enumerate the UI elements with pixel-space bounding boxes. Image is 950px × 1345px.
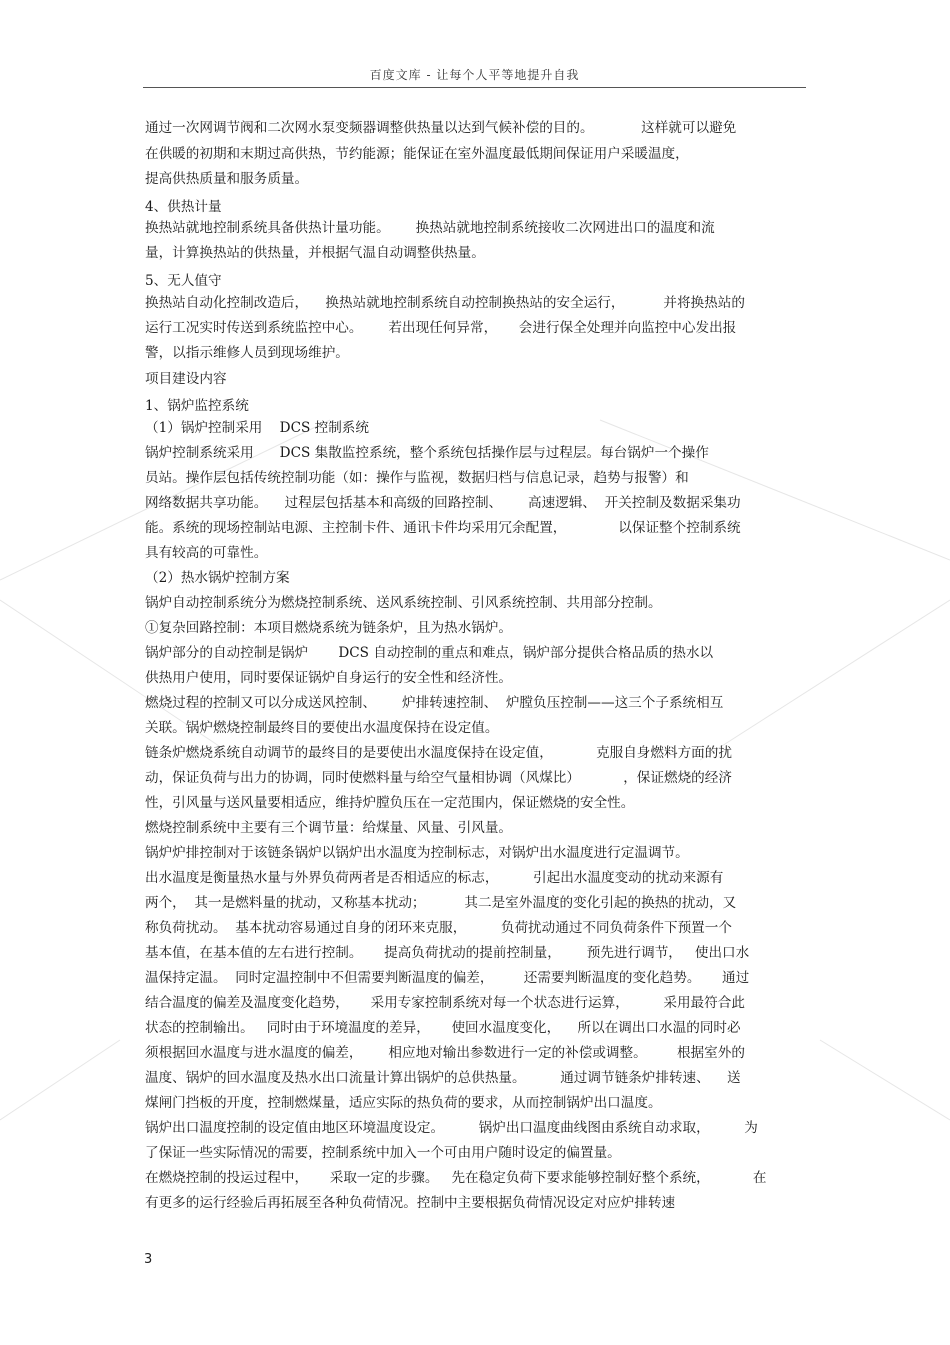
text-line: 有更多的运行经验后再拓展至各种负荷情况。控制中主要根据负荷情况设定对应炉排转速	[145, 1195, 676, 1211]
text-line: 锅炉炉排控制对于该链条锅炉以锅炉出水温度为控制标志，对锅炉出水温度进行定温调节。	[145, 845, 689, 861]
text-line: 能。系统的现场控制站电源、主控制卡件、通讯卡件均采用冗余配置， 以保证整个控制系统	[145, 520, 741, 536]
text-line: 在供暖的初期和末期过高供热，节约能源；能保证在室外温度最低期间保证用户采暖温度，	[145, 146, 689, 162]
text-line: 网络数据共享功能。 过程层包括基本和高级的回路控制、 高速逻辑、 开关控制及数据采集功	[145, 495, 741, 511]
text-line: 温保持定温。 同时定温控制中不但需要判断温度的偏差， 还需要判断温度的变化趋势。 通过	[145, 970, 750, 986]
text-line: 通过一次网调节阀和二次网水泵变频器调整供热量以达到气候补偿的目的。 这样就可以避免	[145, 120, 737, 136]
text-line: 警，以指示维修人员到现场维护。	[145, 345, 349, 361]
text-line: 锅炉部分的自动控制是锅炉 DCS 自动控制的重点和难点，锅炉部分提供合格品质的热水以	[145, 645, 714, 661]
text-line: 1、锅炉监控系统	[145, 398, 249, 414]
text-line: 链条炉燃烧系统自动调节的最终目的是要使出水温度保持在设定值， 克服自身燃料方面的扰	[145, 745, 732, 761]
text-line: 员站。操作层包括传统控制功能（如：操作与监视，数据归档与信息记录，趋势与报警）和	[145, 470, 689, 486]
page-header: 百度文库 - 让每个人平等地提升自我	[369, 68, 580, 82]
text-line: 温度、锅炉的回水温度及热水出口流量计算出锅炉的总供热量。 通过调节链条炉排转速、 送	[145, 1070, 741, 1086]
text-line: 基本值，在基本值的左右进行控制。 提高负荷扰动的提前控制量， 预先进行调节， 使出口水	[145, 945, 750, 961]
text-line: 结合温度的偏差及温度变化趋势， 采用专家控制系统对每一个状态进行运算， 采用最符合此	[145, 995, 745, 1011]
text-line: 供热用户使用，同时要保证锅炉自身运行的安全性和经济性。	[145, 670, 513, 686]
text-line: （2）热水锅炉控制方案	[145, 570, 290, 586]
text-line: 换热站就地控制系统具备供热计量功能。 换热站就地控制系统接收二次网进出口的温度和流	[145, 220, 715, 236]
text-line: 称负荷扰动。 基本扰动容易通过自身的闭环来克服， 负荷扰动通过不同负荷条件下预置一个	[145, 920, 732, 936]
text-line: 出水温度是衡量热水量与外界负荷两者是否相适应的标志， 引起出水温度变动的扰动来源有	[145, 870, 724, 886]
text-line: 须根据回水温度与进水温度的偏差， 相应地对输出参数进行一定的补偿或调整。 根据室外的	[145, 1045, 745, 1061]
text-line: （1）锅炉控制采用 DCS 控制系统	[145, 420, 369, 436]
text-line: 关联。锅炉燃烧控制最终目的要使出水温度保持在设定值。	[145, 720, 499, 736]
page-number: 3	[144, 1252, 153, 1267]
text-line: 燃烧过程的控制又可以分成送风控制、 炉排转速控制、 炉膛负压控制——这三个子系统相互	[145, 695, 724, 711]
text-line: 锅炉出口温度控制的设定值由地区环境温度设定。 锅炉出口温度曲线图由系统自动求取， 为	[145, 1120, 758, 1136]
text-line: 煤闸门挡板的开度，控制燃煤量，适应实际的热负荷的要求，从而控制锅炉出口温度。	[145, 1095, 662, 1111]
text-line: 了保证一些实际情况的需要，控制系统中加入一个可由用户随时设定的偏置量。	[145, 1145, 621, 1161]
text-line: 性，引风量与送风量要相适应，维持炉膛负压在一定范围内，保证燃烧的安全性。	[145, 795, 635, 811]
text-line: 5、无人值守	[145, 273, 222, 289]
text-line: 运行工况实时传送到系统监控中心。 若出现任何异常， 会进行保全处理并向监控中心发出报	[145, 320, 737, 336]
text-line: 两个， 其一是燃料量的扰动，又称基本扰动； 其二是室外温度的变化引起的换热的扰动，又	[145, 895, 737, 911]
text-line: 提高供热质量和服务质量。	[145, 171, 309, 187]
text-line: 燃烧控制系统中主要有三个调节量：给煤量、风量、引风量。	[145, 820, 513, 836]
text-line: 具有较高的可靠性。	[145, 545, 268, 561]
text-line: 项目建设内容	[145, 371, 227, 387]
text-line: 量，计算换热站的供热量，并根据气温自动调整供热量。	[145, 245, 485, 261]
text-line: ①复杂回路控制：本项目燃烧系统为链条炉，且为热水锅炉。	[145, 620, 513, 636]
header-divider	[143, 87, 806, 88]
text-line: 4、供热计量	[145, 199, 222, 215]
text-line: 状态的控制输出。 同时由于环境温度的差异， 使回水温度变化， 所以在调出口水温的同时必	[145, 1020, 741, 1036]
text-line: 锅炉自动控制系统分为燃烧控制系统、送风系统控制、引风系统控制、共用部分控制。	[145, 595, 662, 611]
text-line: 动，保证负荷与出力的协调，同时使燃料量与给空气量相协调（风煤比） ，保证燃烧的经济	[145, 770, 732, 786]
text-line: 换热站自动化控制改造后， 换热站就地控制系统自动控制换热站的安全运行， 并将换热站的	[145, 295, 745, 311]
text-line: 在燃烧控制的投运过程中， 采取一定的步骤。 先在稳定负荷下要求能够控制好整个系统， 在	[145, 1170, 767, 1186]
text-line: 锅炉控制系统采用 DCS 集散监控系统，整个系统包括操作层与过程层。每台锅炉一个操作	[145, 445, 709, 461]
